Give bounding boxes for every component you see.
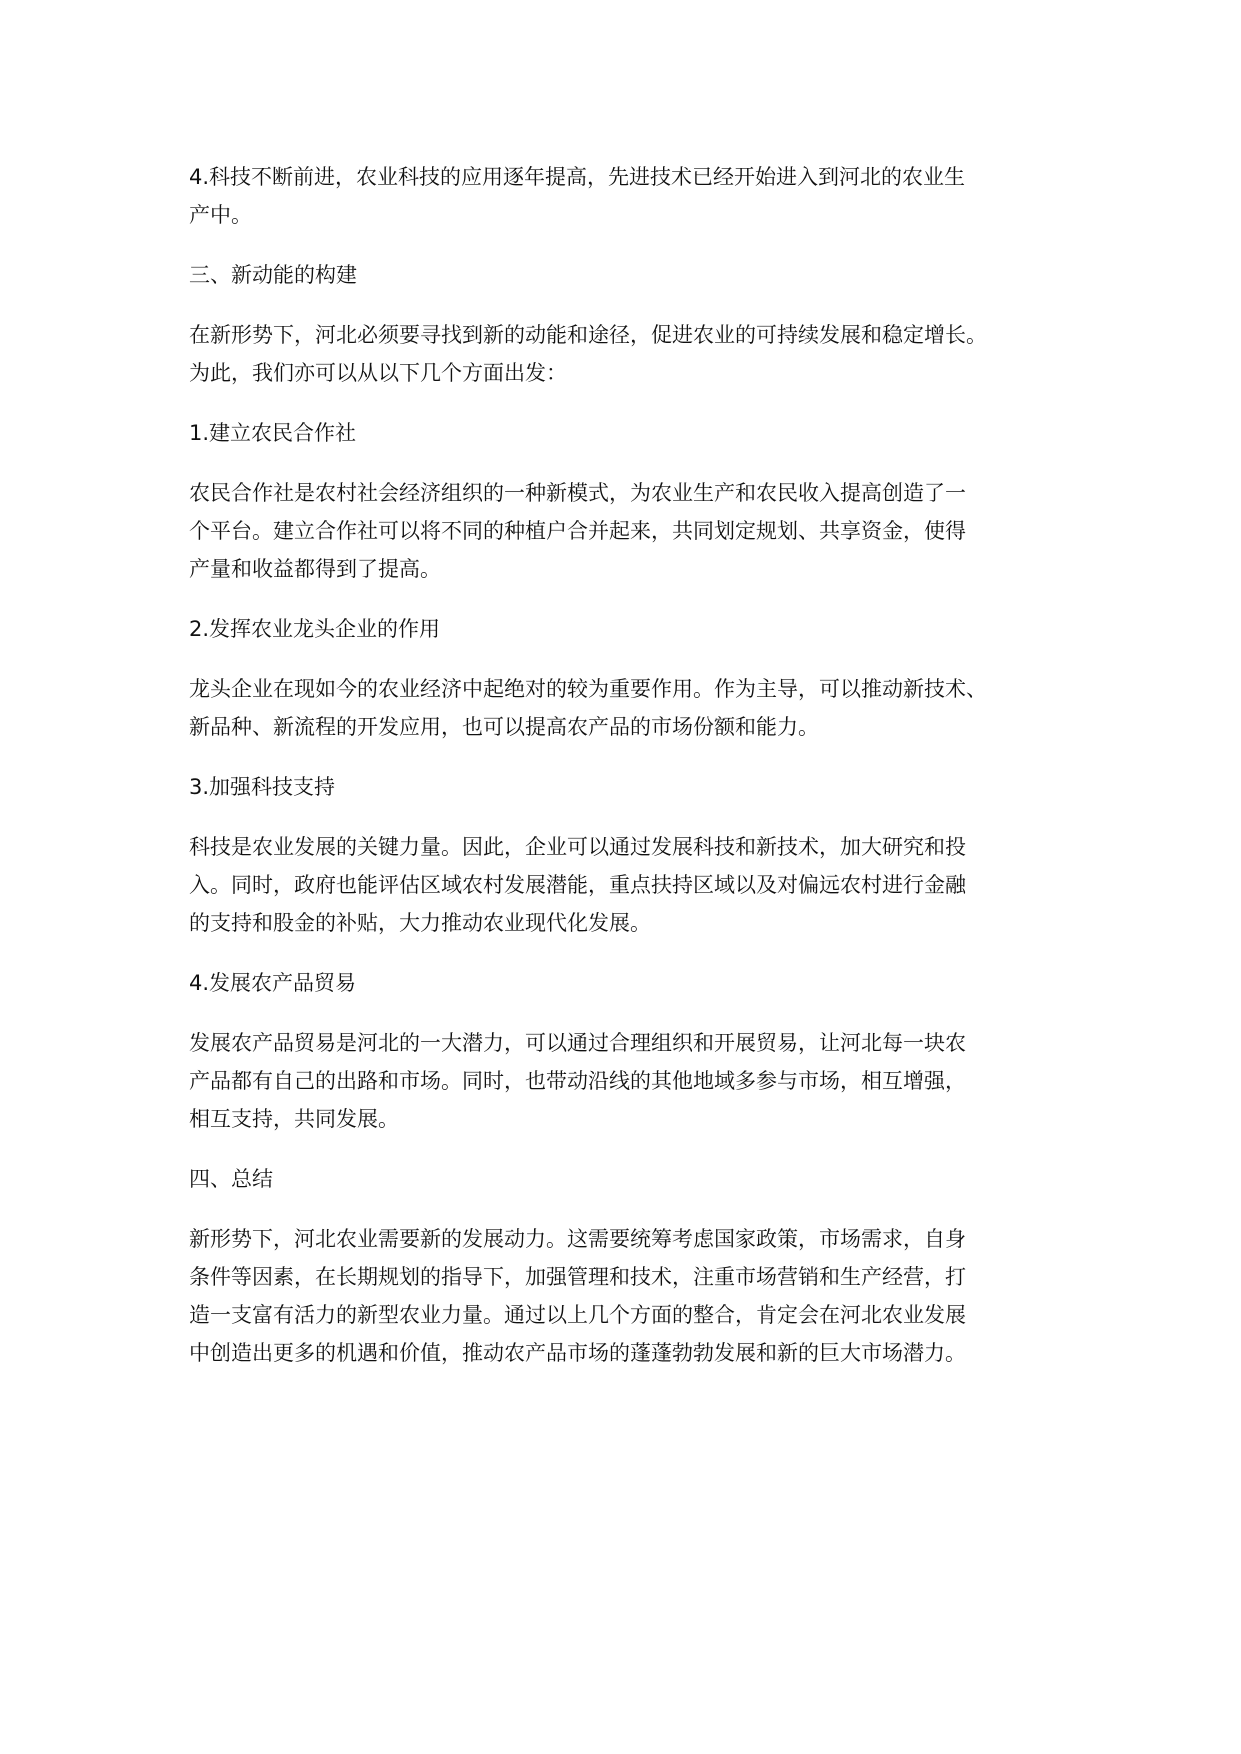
text-line: 科技是农业发展的关键力量。因此，企业可以通过发展科技和新技术，加大研究和投: [189, 835, 966, 859]
text-line: 4.科技不断前进，农业科技的应用逐年提高，先进技术已经开始进入到河北的农业生: [189, 165, 966, 189]
text-line: 个平台。建立合作社可以将不同的种植户合并起来，共同划定规划、共享资金，使得: [189, 519, 966, 543]
text-line: 产品都有自己的出路和市场。同时，也带动沿线的其他地域多参与市场，相互增强，: [189, 1069, 966, 1093]
item-heading: 1.建立农民合作社: [189, 421, 357, 445]
text-line: 新形势下，河北农业需要新的发展动力。这需要统筹考虑国家政策，市场需求，自身: [189, 1227, 966, 1251]
text-line: 发展农产品贸易是河北的一大潜力，可以通过合理组织和开展贸易，让河北每一块农: [189, 1031, 966, 1055]
heading-section-three: [189, 256, 1069, 294]
text-line: 在新形势下，河北必须要寻找到新的动能和途径，促进农业的可持续发展和稳定增长。: [189, 323, 987, 347]
heading-item-1: [189, 414, 1069, 452]
text-line: 条件等因素，在长期规划的指导下，加强管理和技术，注重市场营销和生产经营，打: [189, 1265, 966, 1289]
item-heading: 2.发挥农业龙头企业的作用: [189, 617, 441, 641]
paragraph-summary: [189, 1220, 1069, 1372]
heading-item-4: [189, 964, 1069, 1002]
text-line: 相互支持，共同发展。: [189, 1107, 399, 1131]
paragraph-cooperative: [189, 474, 1069, 588]
text-line: 龙头企业在现如今的农业经济中起绝对的较为重要作用。作为主导，可以推动新技术、: [189, 677, 987, 701]
text-line: 产量和收益都得到了提高。: [189, 557, 441, 581]
heading-section-four: [189, 1160, 1069, 1198]
section-heading: 四、总结: [189, 1167, 273, 1191]
section-heading: 三、新动能的构建: [189, 263, 357, 287]
text-line: 为此，我们亦可以从以下几个方面出发：: [189, 361, 567, 385]
text-line: 造一支富有活力的新型农业力量。通过以上几个方面的整合，肯定会在河北农业发展: [189, 1303, 966, 1327]
item-heading: 4.发展农产品贸易: [189, 971, 357, 995]
text-line: 产中。: [189, 203, 252, 227]
item-heading: 3.加强科技支持: [189, 775, 336, 799]
paragraph-tech-progress: [189, 158, 1069, 234]
text-line: 入。同时，政府也能评估区域农村发展潜能，重点扶持区域以及对偏远农村进行金融: [189, 873, 966, 897]
heading-item-3: [189, 768, 1069, 806]
paragraph-leading-enterprise: [189, 670, 1069, 746]
paragraph-trade: [189, 1024, 1069, 1138]
text-line: 中创造出更多的机遇和价值，推动农产品市场的蓬蓬勃勃发展和新的巨大市场潜力。: [189, 1341, 966, 1365]
document-body: [189, 158, 1069, 1372]
text-line: 农民合作社是农村社会经济组织的一种新模式，为农业生产和农民收入提高创造了一: [189, 481, 966, 505]
heading-item-2: [189, 610, 1069, 648]
paragraph-new-situation: [189, 316, 1069, 392]
paragraph-tech-support: [189, 828, 1069, 942]
text-line: 新品种、新流程的开发应用，也可以提高农产品的市场份额和能力。: [189, 715, 819, 739]
text-line: 的支持和股金的补贴，大力推动农业现代化发展。: [189, 911, 651, 935]
